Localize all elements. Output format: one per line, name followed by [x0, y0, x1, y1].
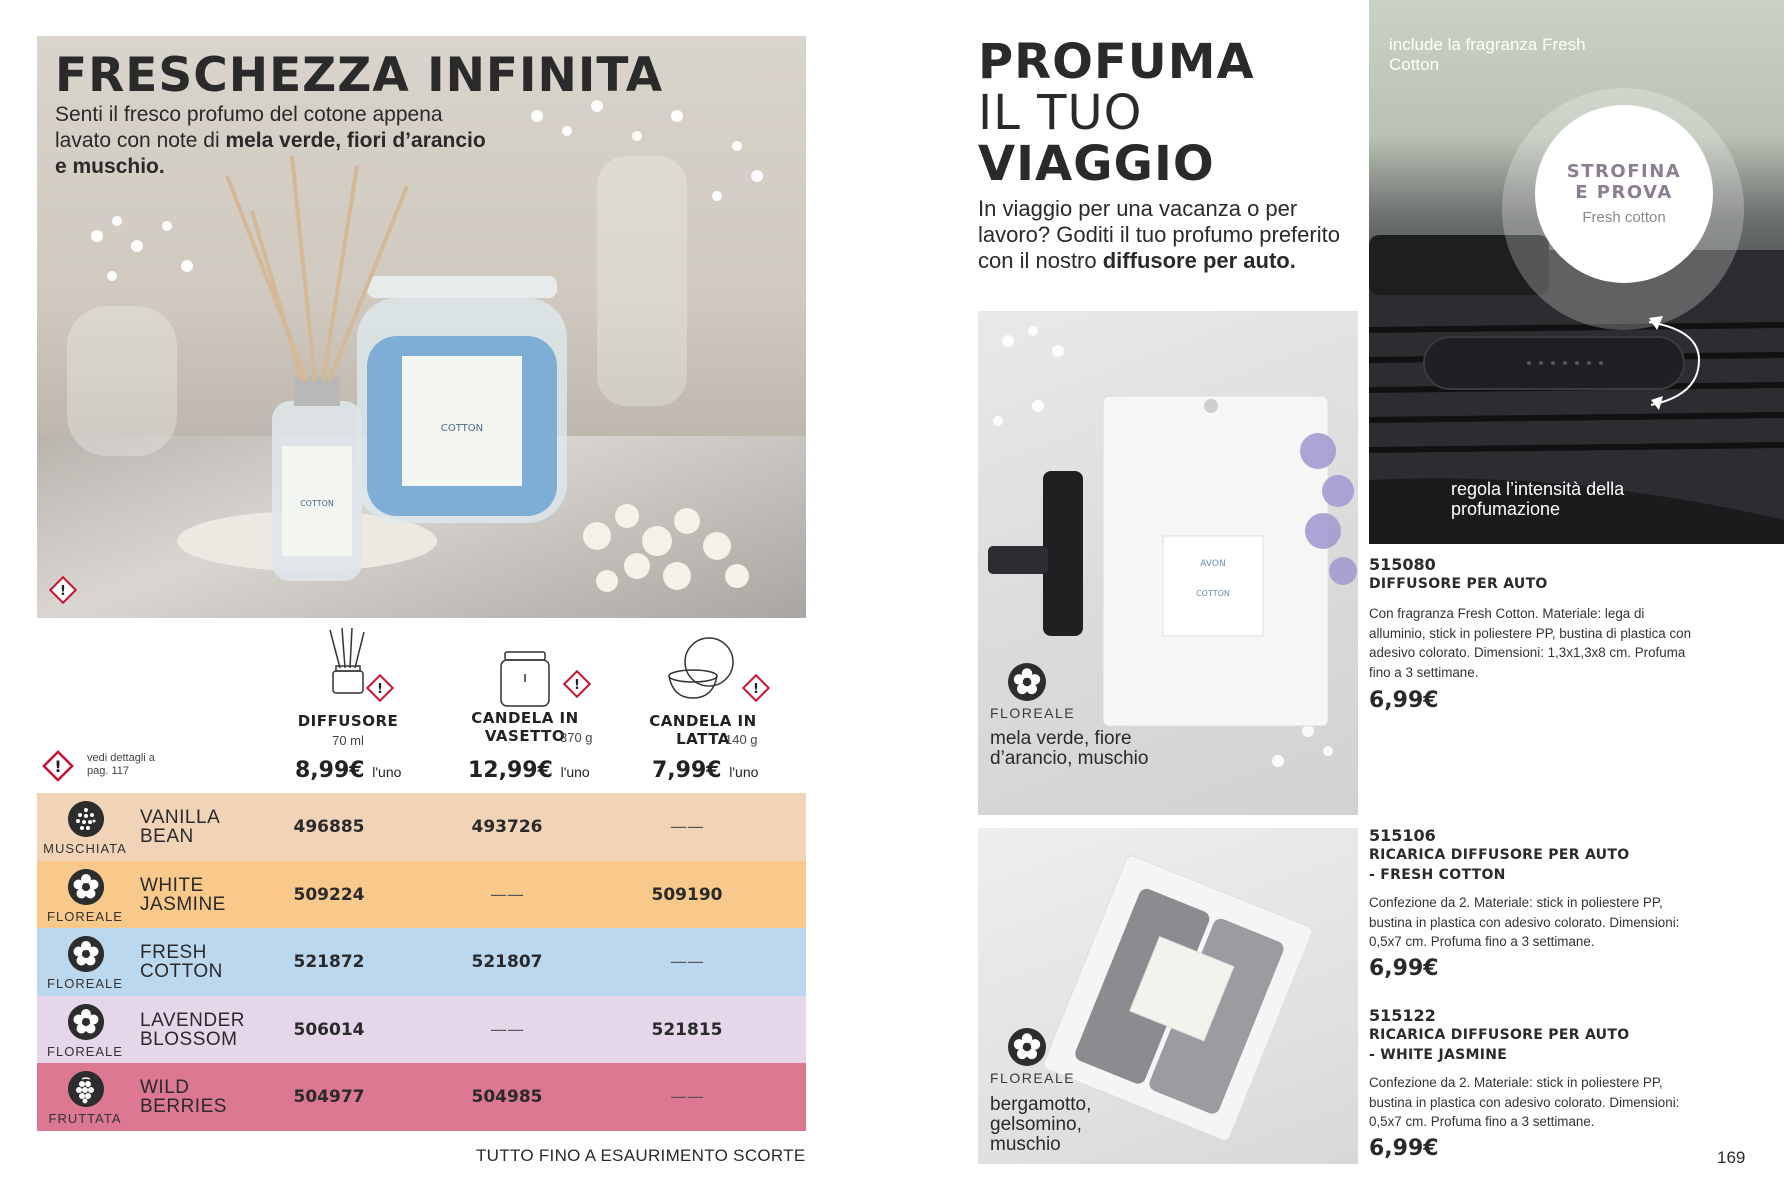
product-size-jar-candle: 370 g — [560, 730, 593, 745]
svg-text:COTTON: COTTON — [440, 423, 484, 434]
table-row — [37, 793, 806, 861]
product-size-diffuser: 70 ml — [332, 733, 364, 748]
fragrance-name: WHITE JASMINE — [140, 874, 226, 915]
code-jar-candle: 521807 — [471, 952, 543, 973]
product-name: DIFFUSORE PER AUTO — [1369, 576, 1548, 592]
details-note: vedi dettagli a pag. 117 — [87, 752, 155, 777]
page-title: FRESCHEZZA INFINITA — [55, 48, 664, 103]
page-title-line1: PROFUMA — [978, 34, 1255, 90]
family-label: FLOREALE — [47, 908, 123, 924]
page-title-line2: IL TUO — [978, 85, 1143, 141]
svg-text:COTTON: COTTON — [300, 499, 334, 508]
product-price: 6,99€ — [1369, 955, 1439, 981]
page-number: 169 — [1717, 1148, 1746, 1167]
svg-text:!: ! — [54, 757, 62, 776]
family-label: MUSCHIATA — [43, 841, 127, 856]
fragrance-name: VANILLA BEAN — [140, 807, 221, 847]
code-jar-candle: —— — [490, 1019, 524, 1040]
product-name-tin-candle: CANDELA IN LATTA — [649, 712, 757, 748]
diffuser-notes: mela verde, fiore d’arancio, muschio — [990, 728, 1149, 769]
musk-dots-icon — [68, 801, 104, 837]
svg-text:!: ! — [574, 678, 580, 693]
fragrance-name: FRESH COTTON — [140, 942, 223, 983]
flower-icon — [1008, 1028, 1046, 1066]
code-tin-candle: 509190 — [651, 884, 723, 905]
fragrance-table — [37, 793, 806, 1131]
product-description: Confezione da 2. Materiale: stick in poliestere PP, bustina in plastica con adesivo colorato. Dimensioni: 0,5x7 cm. Profuma fino a 3 settimane. — [1369, 895, 1680, 949]
product-price-diffuser: 8,99€ l'uno — [295, 758, 402, 783]
car-caption-bottom: regola l’intensità della profumazione — [1451, 479, 1625, 519]
family-label: FLOREALE — [47, 976, 123, 992]
code-diffuser: 506014 — [293, 1019, 365, 1040]
svg-text:!: ! — [377, 682, 383, 697]
code-tin-candle: —— — [670, 817, 704, 837]
product-sku: 515122 — [1369, 1006, 1436, 1025]
diffuser-brand: AVON — [1200, 559, 1226, 569]
svg-text:!: ! — [60, 584, 66, 599]
product-price-jar-candle: 12,99€ l'uno — [468, 758, 590, 783]
car-caption-top: include la fragranza Fresh Cotton — [1389, 35, 1586, 74]
page-subtitle: Senti il fresco profumo del cotone appena lavato con note di mela verde, fiori d’arancio e muschio. — [55, 103, 486, 178]
hazard-warning-icon — [37, 746, 79, 786]
code-tin-candle: —— — [670, 952, 704, 973]
page-title-line3: VIAGGIO — [978, 136, 1215, 192]
table-row — [37, 996, 806, 1064]
product-info-refill-white-jasmine — [1369, 1006, 1779, 1161]
jar-candle-icon — [495, 646, 555, 714]
product-price: 6,99€ — [1369, 688, 1439, 713]
flower-icon — [68, 1004, 104, 1040]
code-jar-candle: 493726 — [471, 817, 543, 837]
table-row — [37, 861, 806, 929]
product-sku: 515106 — [1369, 826, 1436, 845]
product-info-car-diffuser — [1369, 555, 1779, 713]
fragrance-name: LAVENDER BLOSSOM — [140, 1009, 246, 1050]
code-diffuser: 521872 — [293, 952, 365, 973]
product-price: 6,99€ — [1369, 1135, 1439, 1161]
diffuser-label: COTTON — [1196, 589, 1230, 598]
table-row — [37, 1063, 806, 1131]
product-sku: 515080 — [1369, 555, 1436, 574]
code-jar-candle: —— — [490, 884, 524, 905]
badge-title: STROFINA E PROVA — [1566, 161, 1682, 203]
code-diffuser: 509224 — [293, 884, 365, 905]
stock-note: TUTTO FINO A ESAURIMENTO SCORTE — [476, 1146, 806, 1165]
tin-candle-icon — [665, 636, 741, 704]
flower-icon — [1008, 663, 1046, 701]
product-description: Con fragranza Fresh Cotton. Materiale: lega di alluminio, stick in poliestere PP, bustina di plastica con adesivo colorato. Dimensioni: 1,3x1,3x8 cm. Profuma fino a 3 settimane. — [1369, 606, 1692, 680]
flower-icon — [68, 936, 104, 972]
refill-notes: bergamotto, gelsomino, muschio — [990, 1094, 1092, 1155]
berry-icon — [68, 1071, 104, 1107]
hazard-warning-icon — [366, 674, 394, 702]
rub-and-try-badge — [1535, 105, 1713, 283]
svg-text:!: ! — [753, 682, 759, 697]
product-name-line2: - WHITE JASMINE — [1369, 1047, 1508, 1063]
product-name-line2: - FRESH COTTON — [1369, 867, 1506, 883]
product-info-refill-fresh-cotton — [1369, 826, 1779, 981]
product-name-line1: RICARICA DIFFUSORE PER AUTO — [1369, 1027, 1630, 1043]
hazard-warning-icon — [742, 674, 770, 702]
fragrance-name: WILD BERRIES — [140, 1077, 227, 1118]
product-name-line1: RICARICA DIFFUSORE PER AUTO — [1369, 847, 1630, 863]
table-row — [37, 928, 806, 996]
code-diffuser: 504977 — [293, 1087, 365, 1108]
code-jar-candle: 504985 — [471, 1087, 543, 1108]
family-label: FLOREALE — [47, 1043, 123, 1059]
refill-family-label: FLOREALE — [990, 1070, 1076, 1086]
family-label: FRUTTATA — [48, 1111, 122, 1127]
code-tin-candle: —— — [670, 1087, 704, 1108]
product-size-tin-candle: 140 g — [725, 732, 758, 747]
page-subtitle: In viaggio per una vacanza o per lavoro? Goditi il tuo profumo preferito con il nostro diffusore per auto. — [978, 196, 1340, 273]
hazard-warning-icon — [49, 576, 77, 604]
product-description: Confezione da 2. Materiale: stick in poliestere PP, bustina in plastica con adesivo colorato. Dimensioni: 0,5x7 cm. Profuma fino a 3 settimane. — [1369, 1075, 1680, 1129]
product-name-diffuser: DIFFUSORE — [297, 712, 399, 730]
product-price-tin-candle: 7,99€ l'uno — [652, 758, 759, 783]
code-diffuser: 496885 — [293, 817, 365, 837]
badge-subtitle: Fresh cotton — [1582, 209, 1666, 226]
product-name-jar-candle: CANDELA IN VASETTO — [471, 709, 579, 745]
flower-icon — [68, 869, 104, 905]
code-tin-candle: 521815 — [651, 1019, 723, 1040]
hazard-warning-icon — [563, 670, 591, 698]
diffuser-family-label: FLOREALE — [990, 705, 1076, 721]
